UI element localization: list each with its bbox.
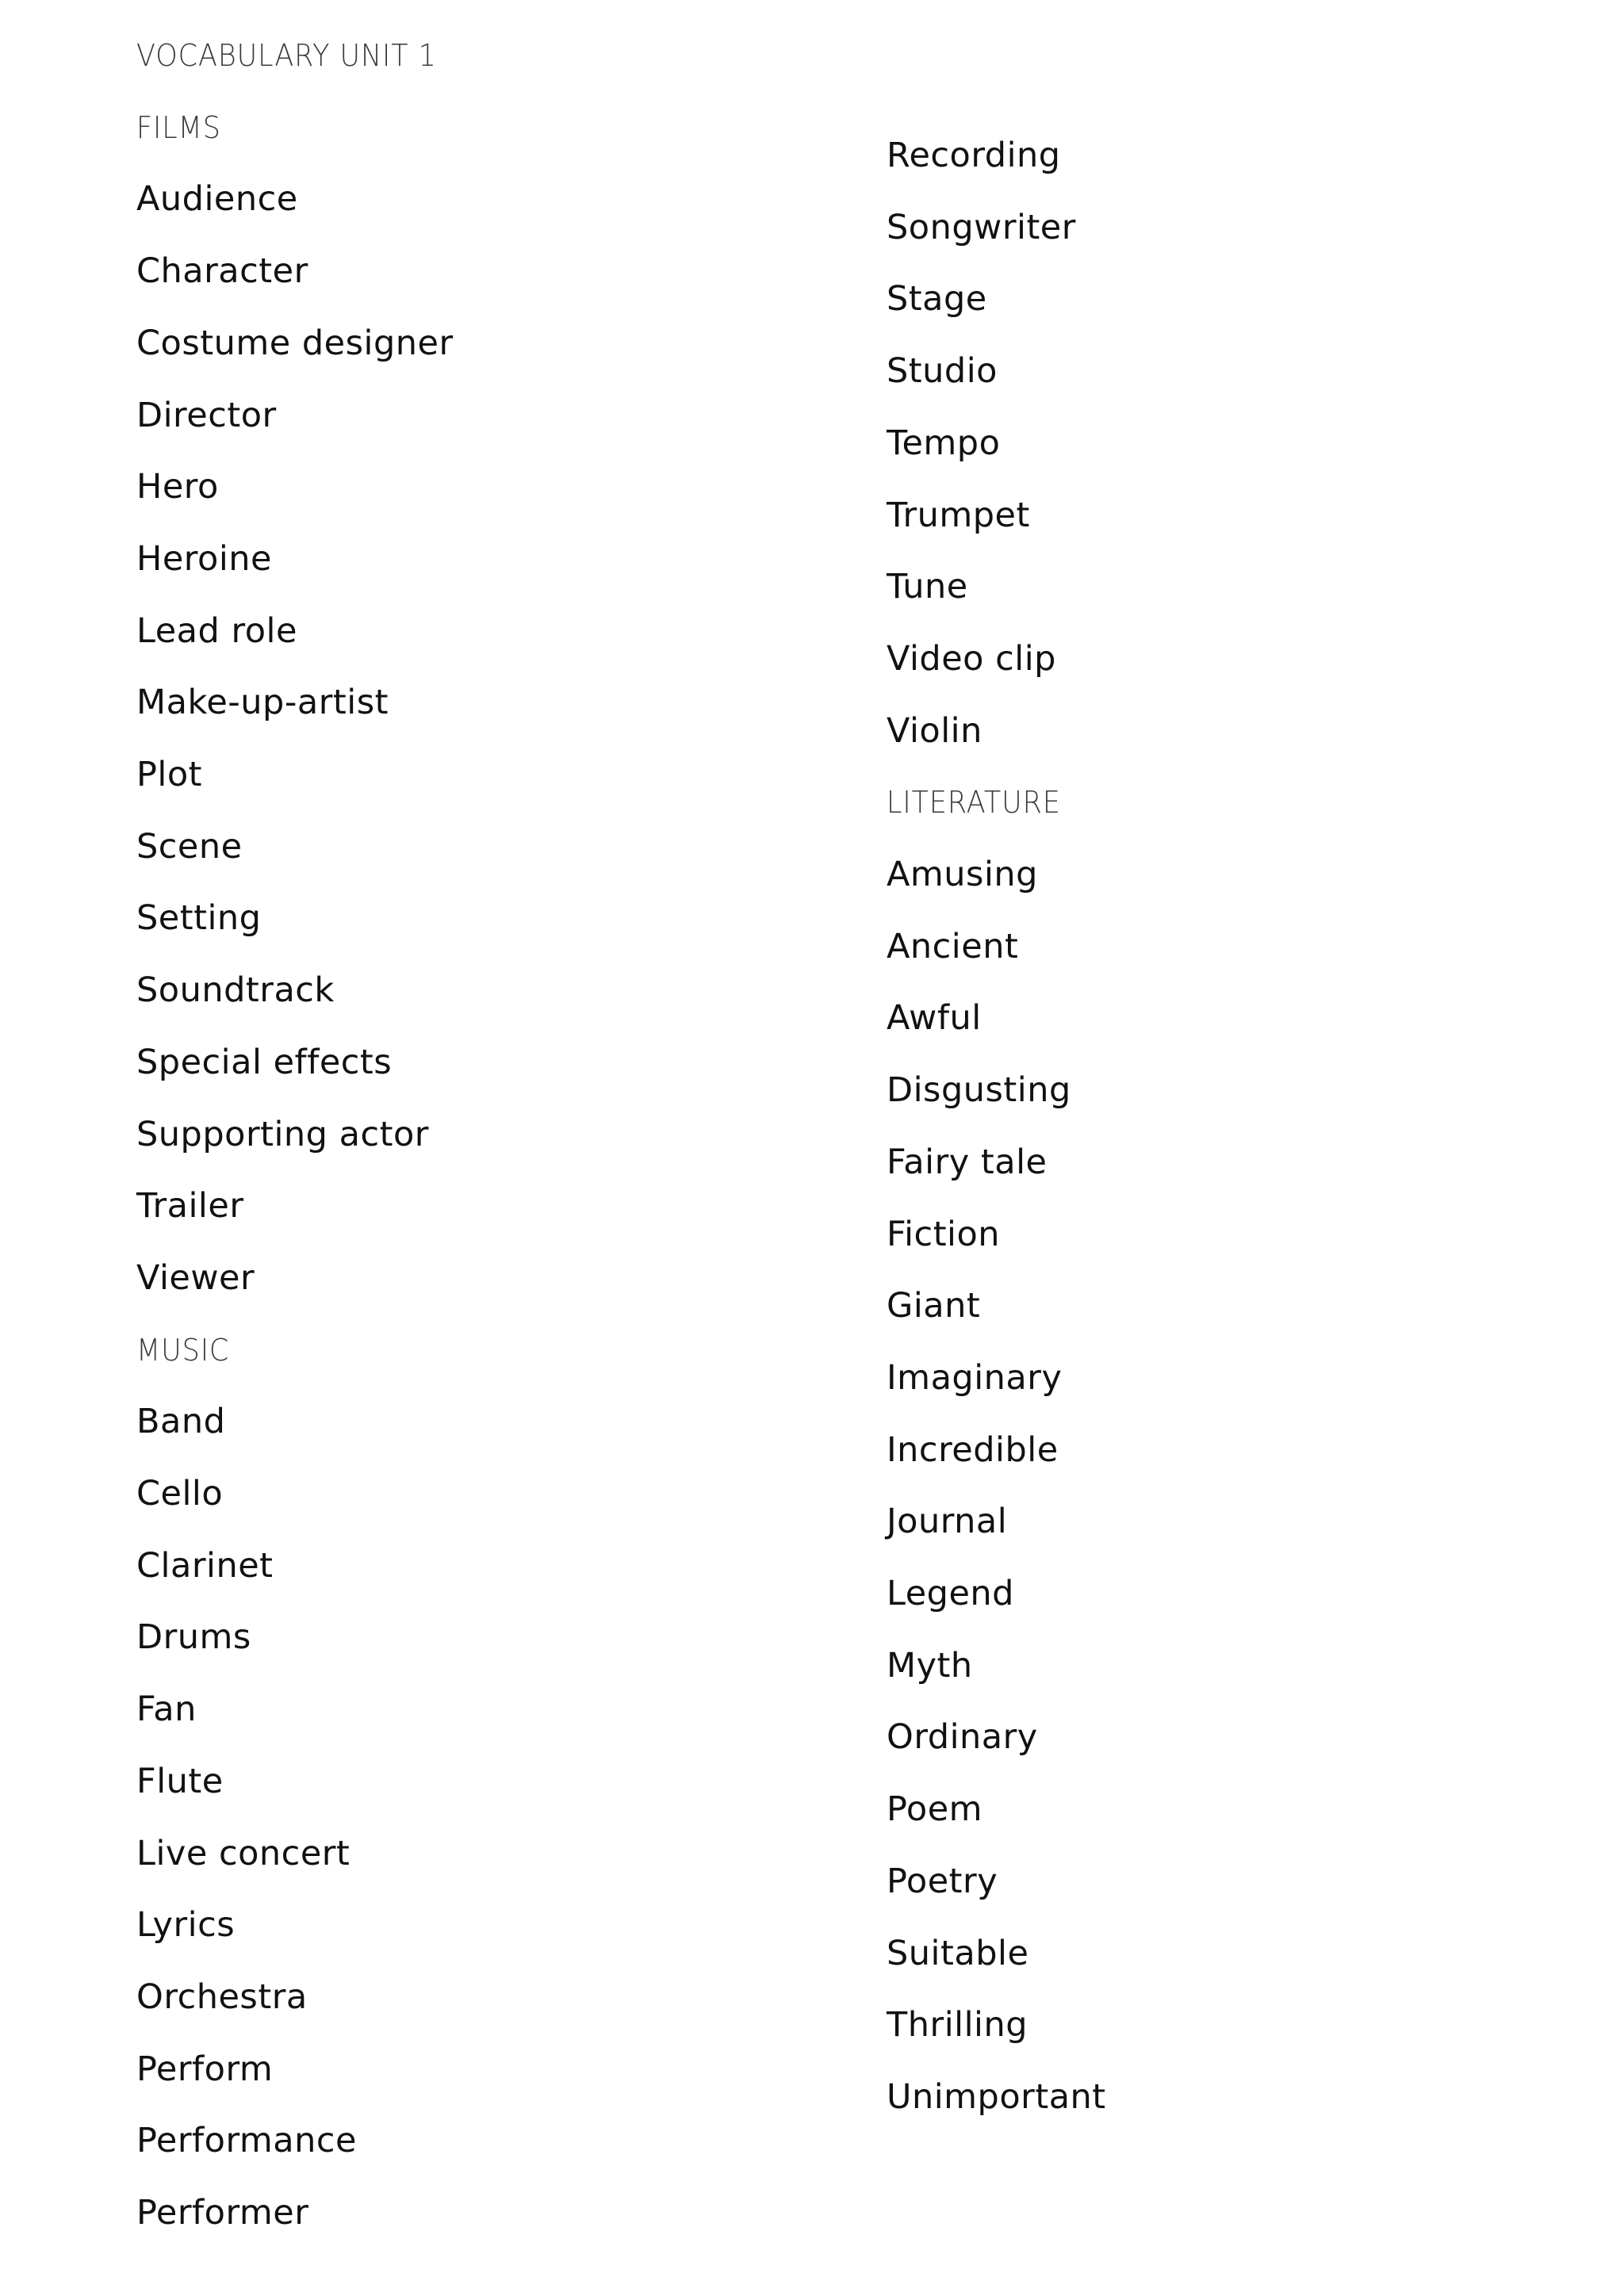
vocab-word-drums: Drums xyxy=(136,1617,251,1658)
vocab-word-fan: Fan xyxy=(136,1689,197,1730)
vocab-word-ancient: Ancient xyxy=(887,926,1019,966)
vocab-word-incredible: Incredible xyxy=(887,1429,1059,1470)
vocab-word-amusing: Amusing xyxy=(887,855,1038,894)
vocab-word-director: Director xyxy=(136,395,277,435)
vocab-word-perform: Perform xyxy=(136,2049,274,2089)
vocab-word-awful: Awful xyxy=(887,998,982,1039)
vocab-word-ordinary: Ordinary xyxy=(887,1717,1038,1758)
vocab-word-imaginary: Imaginary xyxy=(887,1357,1063,1398)
vocab-word-performance: Performance xyxy=(136,2121,357,2161)
section-heading-literature: LITERATURE xyxy=(887,785,1061,821)
vocab-word-poetry: Poetry xyxy=(887,1861,998,1901)
vocab-word-tempo: Tempo xyxy=(887,423,1001,463)
vocab-word-clarinet: Clarinet xyxy=(136,1545,274,1586)
vocab-word-flute: Flute xyxy=(136,1761,224,1801)
vocab-word-journal: Journal xyxy=(887,1502,1008,1542)
vocab-word-heroine: Heroine xyxy=(136,538,272,579)
vocab-word-thrilling: Thrilling xyxy=(887,2005,1028,2045)
vocab-word-performer: Performer xyxy=(136,2193,309,2233)
vocab-word-plot: Plot xyxy=(136,755,203,794)
vocab-word-fairy-tale: Fairy tale xyxy=(887,1142,1048,1182)
vocab-word-video-clip: Video clip xyxy=(887,638,1056,679)
section-heading-films: FILMS xyxy=(136,109,221,145)
vocab-word-orchestra: Orchestra xyxy=(136,1976,308,2017)
vocab-word-supporting-actor: Supporting actor xyxy=(136,1114,429,1154)
vocab-word-band: Band xyxy=(136,1402,226,1442)
vocab-word-lead-role: Lead role xyxy=(136,610,297,651)
vocab-word-legend: Legend xyxy=(887,1574,1014,1613)
vocab-word-character: Character xyxy=(136,251,308,292)
vocab-word-costume-designer: Costume designer xyxy=(136,323,454,363)
vocab-word-violin: Violin xyxy=(887,710,982,751)
document-title: VOCABULARY UNIT 1 xyxy=(136,38,437,73)
section-heading-music: MUSIC xyxy=(136,1332,230,1368)
vocab-word-soundtrack: Soundtrack xyxy=(136,970,335,1011)
vocab-word-poem: Poem xyxy=(887,1789,983,1830)
vocab-word-viewer: Viewer xyxy=(136,1257,255,1298)
vocab-word-fiction: Fiction xyxy=(887,1214,1001,1254)
vocab-word-live-concert: Live concert xyxy=(136,1833,350,1873)
vocab-word-unimportant: Unimportant xyxy=(887,2076,1106,2117)
vocab-word-disgusting: Disgusting xyxy=(887,1070,1071,1111)
vocab-word-suitable: Suitable xyxy=(887,1933,1029,1973)
vocab-word-make-up-artist: Make-up-artist xyxy=(136,683,389,723)
vocab-word-trumpet: Trumpet xyxy=(887,495,1030,535)
vocab-word-audience: Audience xyxy=(136,179,298,220)
vocab-word-hero: Hero xyxy=(136,467,219,507)
vocab-word-recording: Recording xyxy=(887,136,1061,175)
vocab-word-lyrics: Lyrics xyxy=(136,1905,236,1946)
vocab-word-setting: Setting xyxy=(136,898,262,939)
vocab-word-cello: Cello xyxy=(136,1474,224,1513)
vocab-word-trailer: Trailer xyxy=(136,1186,244,1226)
vocab-word-studio: Studio xyxy=(887,351,998,392)
vocab-word-special-effects: Special effects xyxy=(136,1042,393,1082)
vocab-word-tune: Tune xyxy=(887,567,968,607)
vocab-word-songwriter: Songwriter xyxy=(887,207,1076,247)
vocab-word-giant: Giant xyxy=(887,1286,981,1326)
vocab-word-scene: Scene xyxy=(136,826,243,867)
vocab-word-myth: Myth xyxy=(887,1645,973,1686)
vocab-word-stage: Stage xyxy=(887,279,987,320)
